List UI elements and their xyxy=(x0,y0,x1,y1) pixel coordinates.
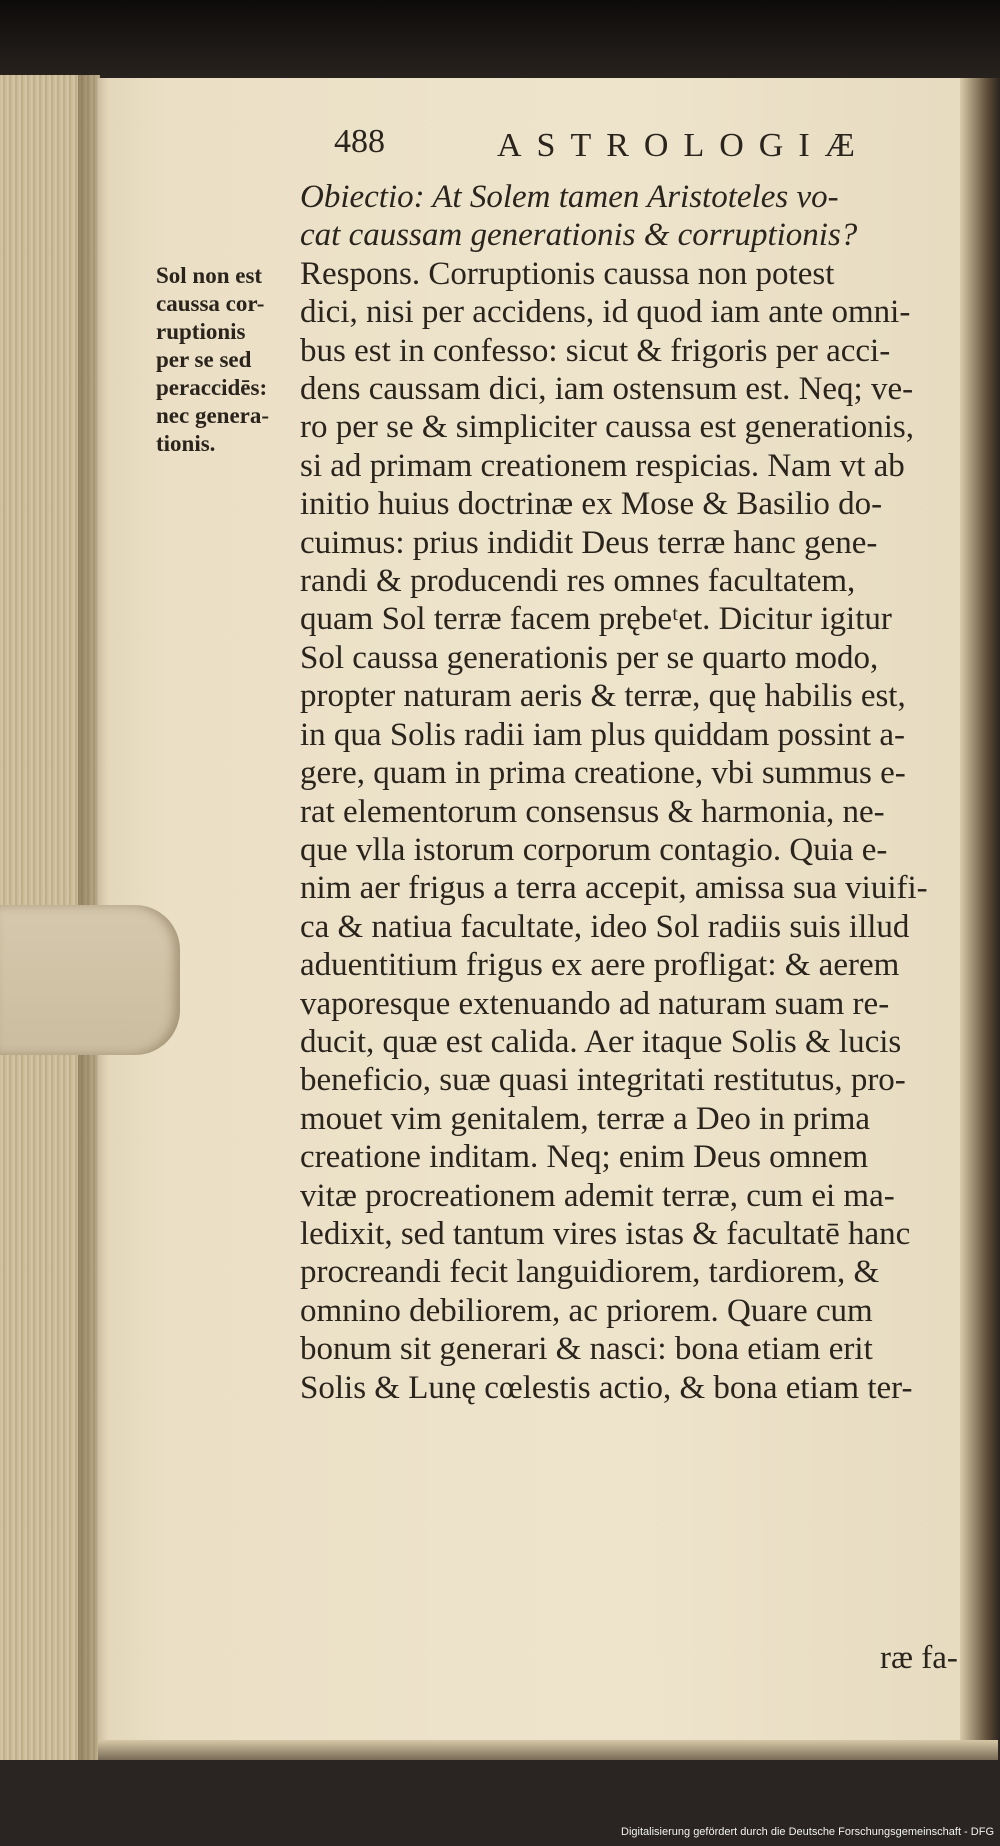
body-line: mouet vim genitalem, terræ a Deo in prima xyxy=(300,1100,871,1137)
body-line: Sol caussa generationis per se quarto modo, xyxy=(300,639,879,676)
body-line: dens caussam dici, iam ostensum est. Neq; ve- xyxy=(300,371,914,408)
marginal-note-line: caussa cor- xyxy=(156,291,265,316)
body-line: omnino debiliorem, ac priorem. Quare cum xyxy=(300,1292,873,1329)
marginal-note-line: per se sed xyxy=(156,347,252,372)
body-line: Obiectio: At Solem tamen Aristoteles vo- xyxy=(300,179,839,215)
body-line: procreandi fecit languidiorem, tardiorem, & xyxy=(300,1254,880,1291)
marginal-note xyxy=(156,262,316,458)
body-line: aduentitium frigus ex aere profligat: & aerem xyxy=(300,947,900,984)
body-line: beneficio, suæ quasi integritati restitutus, pro- xyxy=(300,1062,906,1099)
body-line: vitæ procreationem ademit terræ, cum ei ma- xyxy=(300,1177,895,1214)
body-line: randi & producendi res omnes facultatem, xyxy=(300,563,856,600)
running-head: ASTROLOGIÆ xyxy=(497,127,870,164)
scan-top-border xyxy=(0,0,1000,85)
body-line: bonum sit generari & nasci: bona etiam erit xyxy=(300,1331,873,1368)
body-line: creatione inditam. Neq; enim Deus omnem xyxy=(300,1139,869,1176)
body-line: rat elementorum consensus & harmonia, ne- xyxy=(300,793,885,830)
body-line: cuimus: prius indidit Deus terræ hanc gene- xyxy=(300,524,878,561)
body-text xyxy=(300,178,980,1407)
body-line: que vlla istorum corporum contagio. Quia e- xyxy=(300,831,888,868)
body-line: Solis & Lunę cœlestis actio, & bona etiam ter- xyxy=(300,1369,913,1406)
marginal-note-line: tionis. xyxy=(156,431,216,456)
body-line: propter naturam aeris & terræ, quę habilis est, xyxy=(300,678,906,715)
body-line: ro per se & simpliciter caussa est generationis, xyxy=(300,409,914,446)
digitization-credit: Digitalisierung gefördert durch die Deutsche Forschungsgemeinschaft - DFG xyxy=(621,1826,994,1838)
body-line: dici, nisi per accidens, id quod iam ante omni- xyxy=(300,294,911,331)
body-line: ca & natiua facultate, ideo Sol radiis suis illud xyxy=(300,908,910,945)
catchword: ræ fa- xyxy=(880,1640,958,1676)
marginal-note-line: ruptionis xyxy=(156,319,246,344)
body-line: gere, quam in prima creatione, vbi summus e- xyxy=(300,755,906,792)
body-line: quam Sol terræ facem prębeᵗet. Dicitur igitur xyxy=(300,601,892,638)
body-line: vaporesque extenuando ad naturam suam re- xyxy=(300,985,890,1022)
body-line: ledixit, sed tantum vires istas & facultatē hanc xyxy=(300,1215,911,1252)
body-line: si ad primam creationem respicias. Nam vt ab xyxy=(300,447,905,484)
page-number: 488 xyxy=(334,123,385,160)
marginal-note-line: peraccidēs: xyxy=(156,375,268,400)
marginal-note-line: Sol non est xyxy=(156,263,263,288)
body-line: initio huius doctrinæ ex Mose & Basilio do- xyxy=(300,486,883,523)
body-line: bus est in confesso: sicut & frigoris per acci- xyxy=(300,332,891,369)
body-line: cat caussam generationis & corruptionis? xyxy=(300,217,858,254)
marginal-note-line: nec genera- xyxy=(156,403,270,428)
book-clasp xyxy=(0,905,180,1055)
body-line: nim aer frigus a terra accepit, amissa sua viuifi- xyxy=(300,870,928,907)
body-line: ducit, quæ est calida. Aer itaque Solis & lucis xyxy=(300,1023,902,1060)
body-line: in qua Solis radii iam plus quiddam possint a- xyxy=(300,716,905,753)
body-line: Respons. Corruptionis caussa non potest xyxy=(300,255,835,292)
